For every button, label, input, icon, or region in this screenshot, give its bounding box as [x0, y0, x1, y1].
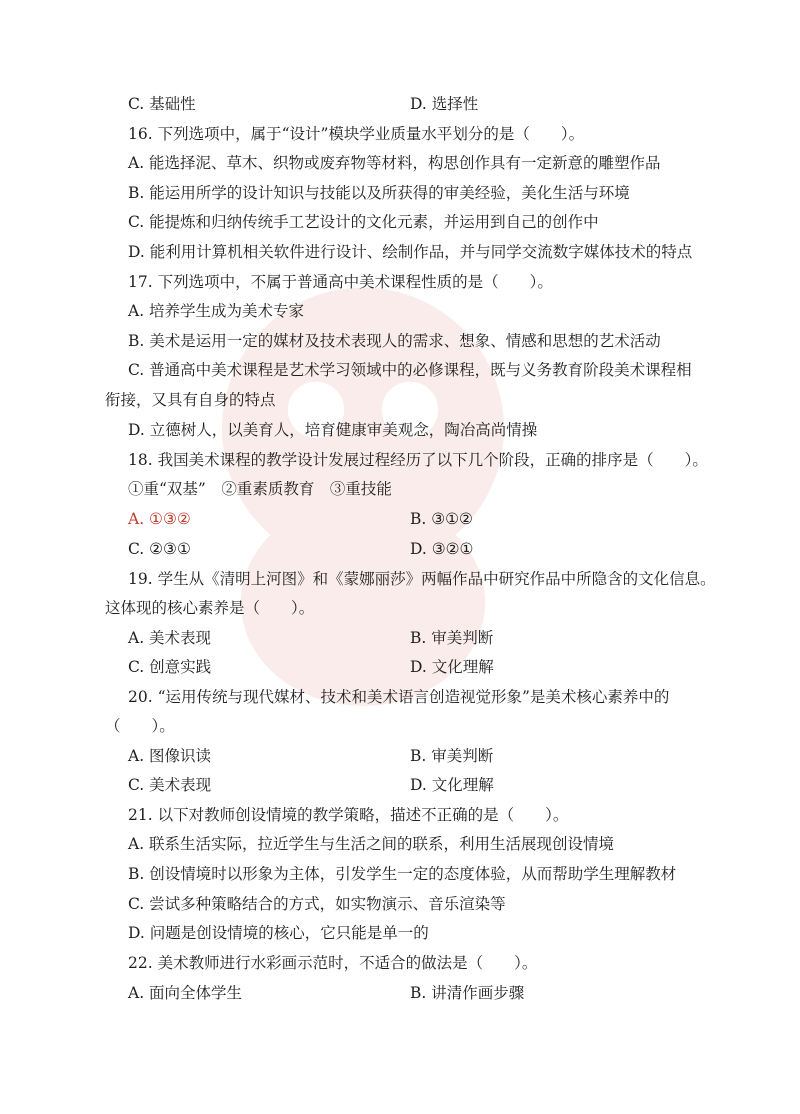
q17-option-b[interactable]: B. 美术是运用一定的媒材及技术表现人的需求、想象、情感和思想的艺术活动: [128, 332, 661, 350]
q20-option-a[interactable]: A. 图像识读: [128, 747, 212, 765]
q18-option-d[interactable]: D. ③②①: [410, 540, 474, 558]
q19-stem-continued: 这体现的核心素养是（ ）。: [105, 599, 315, 617]
q19-option-b[interactable]: B. 审美判断: [410, 629, 494, 647]
q20-option-c[interactable]: C. 美术表现: [128, 776, 212, 794]
q21-option-d[interactable]: D. 问题是创设情境的核心，它只能是单一的: [128, 924, 429, 942]
q19-option-d[interactable]: D. 文化理解: [410, 658, 494, 676]
q19-option-c[interactable]: C. 创意实践: [128, 658, 212, 676]
q17-option-c-continued: 衔接，又具有自身的特点: [105, 391, 276, 409]
q18-option-c[interactable]: C. ②③①: [128, 540, 191, 558]
q17-stem: 17. 下列选项中，不属于普通高中美术课程性质的是（ ）。: [128, 273, 553, 291]
q20-stem-continued: （ ）。: [105, 717, 175, 735]
q18-option-a[interactable]: A. ①③②: [128, 510, 191, 528]
q18-stem: 18. 我国美术课程的教学设计发展过程经历了以下几个阶段，正确的排序是（ ）。: [128, 451, 708, 469]
q21-option-c[interactable]: C. 尝试多种策略结合的方式，如实物演示、音乐渲染等: [128, 895, 506, 913]
q17-option-a[interactable]: A. 培养学生成为美术专家: [128, 302, 305, 320]
q16-option-b[interactable]: B. 能运用所学的设计知识与技能以及所获得的审美经验，美化生活与环境: [128, 184, 630, 202]
q19-stem: 19. 学生从《清明上河图》和《蒙娜丽莎》两幅作品中研究作品中所隐含的文化信息。: [128, 570, 716, 588]
q18-option-b[interactable]: B. ③①②: [410, 510, 473, 528]
q17-option-c[interactable]: C. 普通高中美术课程是艺术学习领域中的必修课程，既与义务教育阶段美术课程相: [128, 361, 692, 379]
q16-option-a[interactable]: A. 能选择泥、草木、织物或废弃物等材料，构思创作具有一定新意的雕塑作品: [128, 154, 661, 172]
q16-option-d[interactable]: D. 能利用计算机相关软件进行设计、绘制作品，并与同学交流数字媒体技术的特点: [128, 243, 693, 261]
q21-option-b[interactable]: B. 创设情境时以形象为主体，引发学生一定的态度体验，从而帮助学生理解教材: [128, 865, 677, 883]
q20-option-d[interactable]: D. 文化理解: [410, 776, 494, 794]
option-d[interactable]: D. 选择性: [410, 95, 479, 113]
q22-stem: 22. 美术教师进行水彩画示范时，不适合的做法是（ ）。: [128, 954, 538, 972]
q21-option-a[interactable]: A. 联系生活实际，拉近学生与生活之间的联系，利用生活展现创设情境: [128, 835, 615, 853]
q16-stem: 16. 下列选项中，属于“设计”模块学业质量水平划分的是（ ）。: [128, 125, 585, 143]
q18-items: ①重“双基” ②重素质教育 ③重技能: [128, 480, 392, 498]
q20-stem: 20. “运用传统与现代媒材、技术和美术语言创造视觉形象”是美术核心素养中的: [128, 688, 670, 706]
q16-option-c[interactable]: C. 能提炼和归纳传统手工艺设计的文化元素，并运用到自己的创作中: [128, 213, 599, 231]
q17-option-d[interactable]: D. 立德树人，以美育人，培育健康审美观念，陶冶高尚情操: [128, 421, 538, 439]
q21-stem: 21. 以下对教师创设情境的教学策略，描述不正确的是（ ）。: [128, 806, 569, 824]
q22-option-b[interactable]: B. 讲清作画步骤: [410, 984, 525, 1002]
q19-option-a[interactable]: A. 美术表现: [128, 629, 212, 647]
option-c[interactable]: C. 基础性: [128, 95, 196, 113]
q22-option-a[interactable]: A. 面向全体学生: [128, 984, 243, 1002]
q20-option-b[interactable]: B. 审美判断: [410, 747, 494, 765]
